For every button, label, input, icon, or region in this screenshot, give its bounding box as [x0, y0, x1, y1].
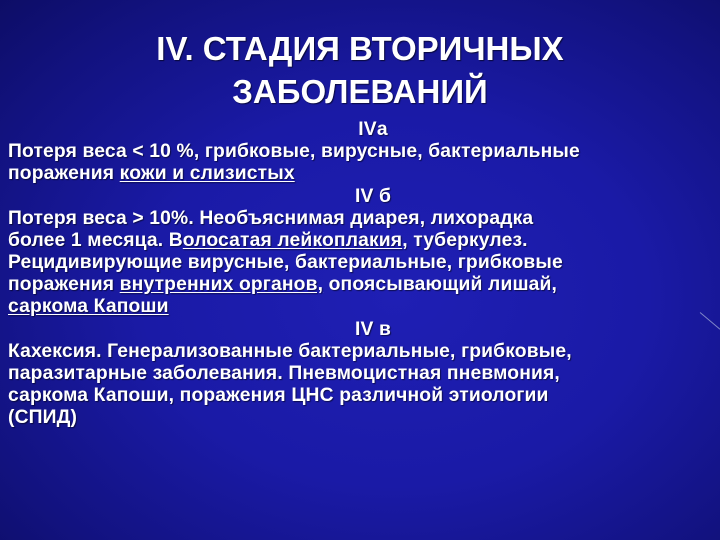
stage-b-underlined-organs: внутренних органов, — [119, 274, 324, 295]
stage-c-line-3: саркома Капоши, поражения ЦНС различной этиологии — [8, 385, 549, 406]
stage-b-line-2 — [8, 230, 714, 252]
stage-b-underlined-kaposi: саркома Капоши — [8, 296, 169, 317]
stage-c-line-2: паразитарные заболевания. Пневмоцистная пневмония, — [8, 363, 560, 384]
stage-b-line-5 — [8, 296, 714, 318]
title-line-1: IV. СТАДИЯ ВТОРИЧНЫХ — [156, 30, 564, 67]
stage-b-underlined-leukoplakia: олосатая лейкоплакия — [182, 230, 403, 251]
stage-b-heading: IV б — [354, 186, 392, 207]
stage-a-line-2-text: поражения — [8, 163, 120, 184]
stage-a-underlined-text: кожи и слизистых — [119, 163, 295, 184]
title-line-2: ЗАБОЛЕВАНИЙ — [232, 73, 488, 110]
slide-title — [0, 27, 720, 113]
stage-c-line-1: Кахексия. Генерализованные бактериальные, грибковые, — [8, 341, 572, 362]
stage-a-line-1: Потеря веса < 10 %, грибковые, вирусные, бактериальные — [8, 141, 580, 162]
stage-c-heading: IV в — [354, 319, 392, 340]
stage-b-line-1: Потеря веса > 10%. Необъяснимая диарея, лихорадка — [8, 208, 534, 229]
stage-b-line-2-pre: более 1 месяца. В — [8, 230, 183, 251]
stage-c-line-4: (СПИД) — [8, 407, 78, 428]
stage-b-line-2-post: , туберкулез. — [402, 230, 528, 251]
stage-b-line-4 — [8, 274, 714, 296]
slide-body — [8, 118, 714, 429]
stage-a-line-2 — [8, 163, 714, 185]
stage-b-line-4-post: опоясывающий лишай, — [323, 274, 558, 295]
stage-a-heading: IVа — [358, 119, 388, 140]
stage-b-line-4-pre: поражения — [8, 274, 120, 295]
stage-b-line-3: Рецидивирующие вирусные, бактериальные, грибковые — [8, 252, 563, 273]
